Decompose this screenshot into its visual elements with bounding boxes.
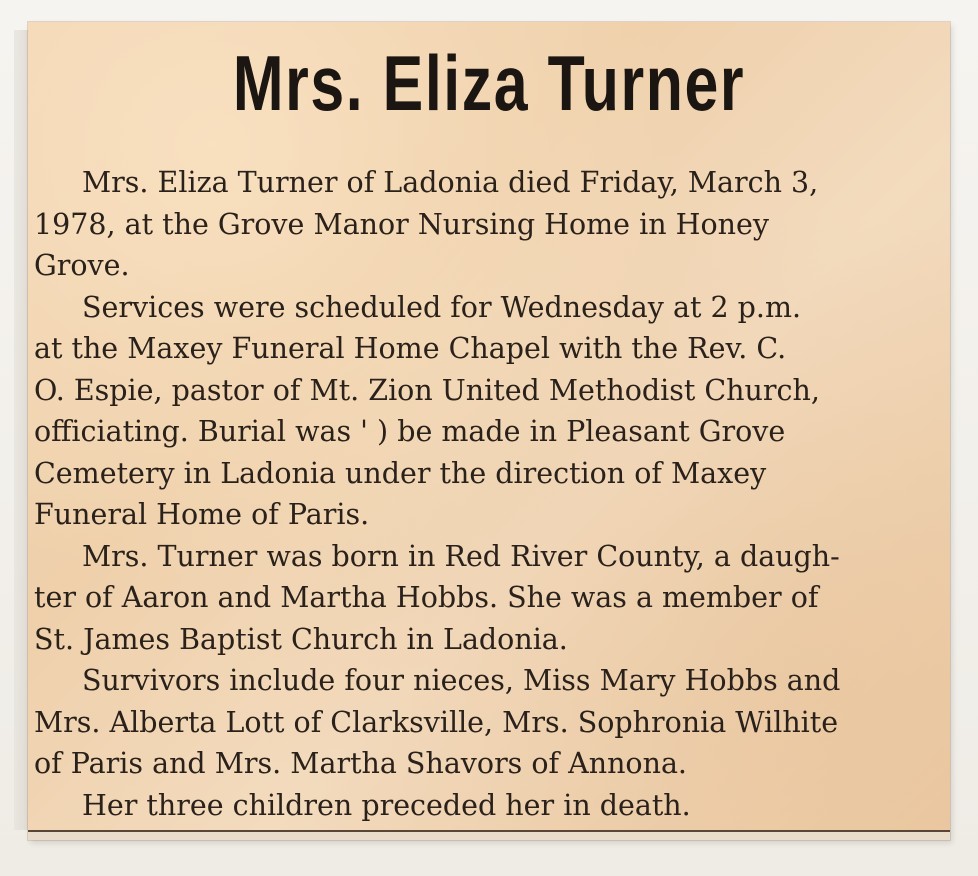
- text-line: 1978, at the Grove Manor Nursing Home in Honey: [34, 207, 769, 241]
- text-line: of Paris and Mrs. Martha Shavors of Annona.: [34, 747, 687, 780]
- paragraph-preceded: [34, 785, 946, 827]
- text-line: Mrs. Turner was born in Red River County, a daugh-: [82, 539, 840, 573]
- text-line: Mrs. Alberta Lott of Clarksville, Mrs. Sophronia Wilhite: [34, 705, 839, 739]
- text-line: Mrs. Eliza Turner of Ladonia died Friday, March 3,: [82, 166, 819, 199]
- paragraph-death-notice: [34, 162, 946, 287]
- text-line: ter of Aaron and Martha Hobbs. She was a member of: [34, 581, 819, 614]
- text-line: St. James Baptist Church in Ladonia.: [34, 622, 568, 656]
- text-line: Survivors include four nieces, Miss Mary Hobbs and: [82, 664, 841, 697]
- obituary-body: [34, 162, 946, 826]
- text-line: Grove.: [34, 249, 130, 282]
- text-line: O. Espie, pastor of Mt. Zion United Methodist Church,: [34, 373, 820, 407]
- paragraph-services: [34, 287, 946, 536]
- text-line: Funeral Home of Paris.: [34, 498, 370, 531]
- text-line: Services were scheduled for Wednesday at 2 p.m.: [82, 290, 802, 324]
- text-line: at the Maxey Funeral Home Chapel with the Rev. C.: [34, 332, 787, 365]
- paragraph-survivors: [34, 660, 946, 785]
- paragraph-biography: [34, 536, 946, 661]
- newspaper-clipping: [28, 22, 950, 840]
- text-line: Cemetery in Ladonia under the direction of Maxey: [34, 456, 767, 490]
- text-line: officiating. Burial was ' ) be made in Pleasant Grove: [34, 415, 786, 448]
- text-line: Her three children preceded her in death.: [82, 788, 691, 822]
- obituary-headline: Mrs. Eliza Turner: [232, 39, 746, 127]
